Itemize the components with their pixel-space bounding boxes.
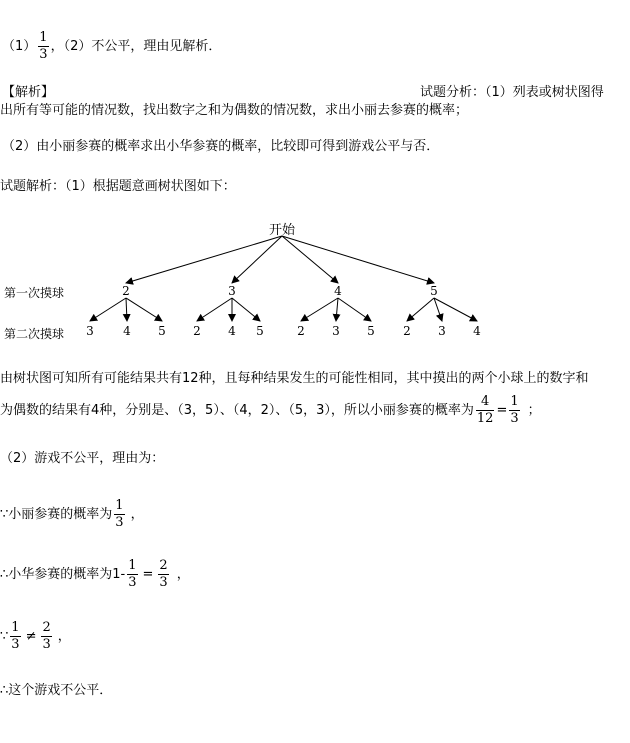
answer-line [2,30,221,63]
tree-second-draw-node: 5 [367,324,375,338]
tree-second-draw-node: 4 [228,324,236,338]
fraction-numerator: 1 [510,394,519,409]
result-line2 [0,394,541,427]
tree-branch-line [282,236,434,283]
tree-root: 开始 [268,223,296,238]
tree-branch-line [126,236,282,283]
tree-sub-branch-line [197,298,232,321]
step2-fraction [127,558,137,591]
part2-title: （2）游戏不公平，理由为： [0,451,165,466]
part2-step2 [0,558,190,591]
fraction-numerator: 1 [128,558,137,573]
tree-second-draw-node: 3 [86,324,94,338]
equals-sign: = [142,567,154,582]
because-sign: ∵ [0,629,9,644]
equals-sign: = [496,403,508,418]
tree-second-draw-node: 2 [193,324,201,338]
fraction-denominator: 3 [11,637,20,652]
step1-text: ∵小丽参赛的概率为 [0,507,113,522]
tree-first-draw-node: 3 [228,284,236,298]
step2-tail: ， [176,567,190,582]
tree-diagram [0,210,630,350]
tree-sub-branch-line [301,298,338,321]
fraction-denominator: 3 [39,47,48,62]
step2-result-fraction [158,558,168,591]
tree-sub-branch-line [338,298,371,321]
fraction-denominator: 3 [128,575,137,590]
step3-fraction-left [10,620,20,653]
fraction-numerator: 4 [481,394,490,409]
tree-second-draw-node: 2 [297,324,305,338]
result-fraction-4-12 [476,394,495,427]
result-line2-text: 为偶数的结果有4种，分别是、（3，5）、（4，2）、（5，3），所以小丽参赛的概率为 [0,403,474,418]
tree-second-draw-node: 5 [158,324,166,338]
fraction-denominator: 3 [159,575,168,590]
analysis-line3: （2）由小丽参赛的概率求出小华参赛的概率，比较即可得到游戏公平与否． [2,139,440,154]
result-line1: 由树状图可知所有可能结果共有12种，且每种结果发生的可能性相同，其中摸出的两个小球上的数字和 [0,371,589,386]
tree-first-draw-node: 4 [334,284,342,298]
analysis-line2: 出所有等可能的情况数，找出数字之和为偶数的情况数，求出小丽去参赛的概率； [0,103,469,118]
tree-first-draw-node: 2 [122,284,130,298]
tree-second-draw-node: 2 [403,324,411,338]
answer-fraction [38,30,48,63]
tree-second-draw-node: 4 [123,324,131,338]
not-equal-sign: ≠ [25,629,37,644]
fraction-denominator: 3 [42,637,51,652]
fraction-numerator: 1 [11,620,20,635]
analysis-tag: 【解析】 [2,85,55,100]
tree-first-draw-node: 5 [430,284,438,298]
tree-sub-branch-line [407,298,434,321]
part2-conclusion: ∴这个游戏不公平． [0,683,113,698]
result-tail: ； [527,403,541,418]
tree-sub-branch-line [336,298,338,321]
tree-branch-line [282,236,338,283]
answer-part1: （1） [2,39,37,54]
fraction-denominator: 3 [510,411,519,426]
fraction-denominator: 12 [476,411,494,426]
fraction-numerator: 1 [115,498,124,513]
part2-step1 [0,498,144,531]
tree-sub-branch-line [126,298,162,321]
tree-row2-label: 第二次摸球 [4,327,65,341]
fraction-numerator: 2 [42,620,51,635]
tree-sub-branch-line [232,298,260,321]
tree-second-draw-node: 3 [332,324,340,338]
step3-fraction-right [41,620,51,653]
tree-sub-branch-line [90,298,126,321]
tree-second-draw-node: 3 [438,324,446,338]
result-fraction-1-3 [509,394,519,427]
tree-second-draw-node: 5 [256,324,264,338]
step2-text: ∴小华参赛的概率为1- [0,567,126,582]
answer-part2: ，（2）不公平，理由见解析． [50,39,222,54]
solution-intro: 试题解析：（1）根据题意画树状图如下： [0,179,236,194]
fraction-numerator: 1 [39,30,48,45]
fraction-numerator: 2 [159,558,168,573]
tree-second-draw-node: 4 [473,324,481,338]
part2-step3 [0,620,71,653]
tree-sub-branch-line [126,298,127,321]
tree-row1-label: 第一次摸球 [4,286,65,300]
fraction-denominator: 3 [115,515,124,530]
step3-tail: ， [57,629,71,644]
analysis-right-label: 试题分析：（1）列表或树状图得 [420,85,604,100]
step1-fraction [114,498,124,531]
step1-tail: ， [130,507,144,522]
